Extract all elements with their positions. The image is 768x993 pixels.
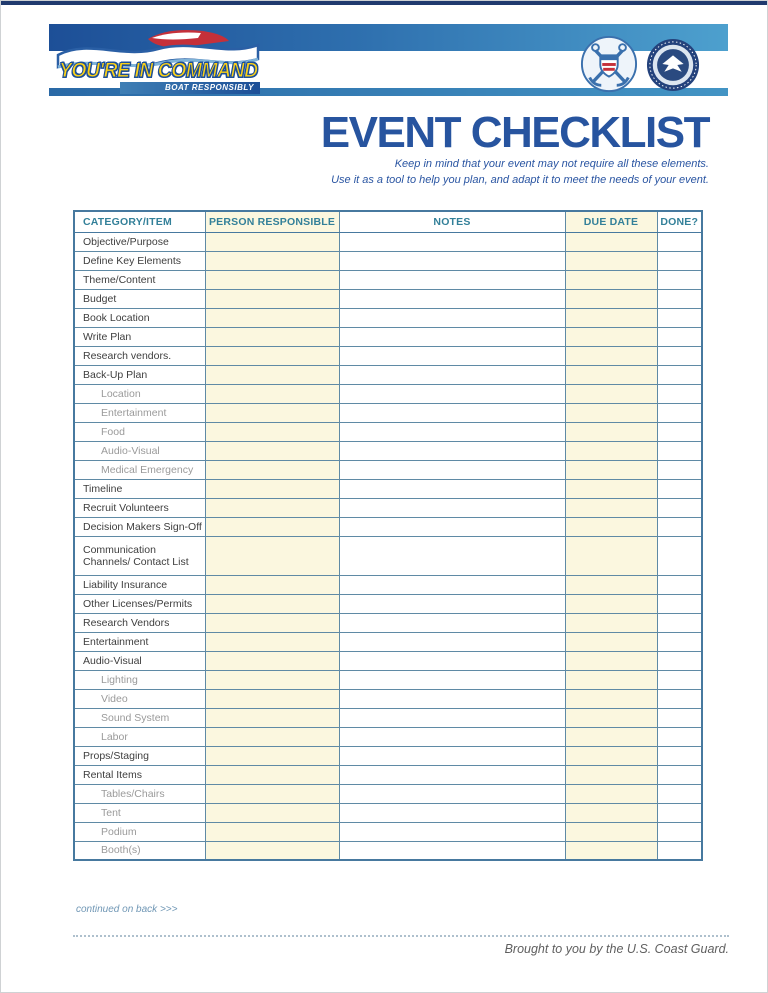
due-date-cell[interactable]: [565, 670, 657, 689]
table-row: [74, 365, 702, 384]
due-date-cell[interactable]: [565, 689, 657, 708]
table-row: [74, 517, 702, 536]
category-cell: Research Vendors: [74, 613, 205, 632]
table-row: [74, 822, 702, 841]
done-cell[interactable]: [657, 803, 702, 822]
category-cell: Book Location: [74, 308, 205, 327]
category-cell: Back-Up Plan: [74, 365, 205, 384]
notes-cell[interactable]: [339, 365, 565, 384]
category-cell: Timeline: [74, 479, 205, 498]
due-date-cell[interactable]: [565, 746, 657, 765]
category-cell: Location: [74, 384, 205, 403]
due-date-cell[interactable]: [565, 498, 657, 517]
column-header-notes: NOTES: [339, 211, 565, 232]
category-cell: Lighting: [74, 670, 205, 689]
done-cell[interactable]: [657, 289, 702, 308]
person-responsible-cell[interactable]: [205, 251, 339, 270]
due-date-cell[interactable]: [565, 651, 657, 670]
table-row: [74, 803, 702, 822]
notes-cell[interactable]: [339, 251, 565, 270]
notes-cell[interactable]: [339, 346, 565, 365]
person-responsible-cell[interactable]: [205, 727, 339, 746]
due-date-cell[interactable]: [565, 232, 657, 251]
notes-cell[interactable]: [339, 594, 565, 613]
done-cell[interactable]: [657, 384, 702, 403]
category-cell: Podium: [74, 822, 205, 841]
person-responsible-cell[interactable]: [205, 841, 339, 860]
notes-cell[interactable]: [339, 460, 565, 479]
person-responsible-cell[interactable]: [205, 308, 339, 327]
notes-cell[interactable]: [339, 327, 565, 346]
due-date-cell[interactable]: [565, 575, 657, 594]
notes-cell[interactable]: [339, 689, 565, 708]
subtitle-line-1: Keep in mind that your event may not require all these elements.: [394, 158, 709, 170]
person-responsible-cell[interactable]: [205, 632, 339, 651]
table-row: [74, 251, 702, 270]
done-cell[interactable]: [657, 765, 702, 784]
category-cell: Theme/Content: [74, 270, 205, 289]
notes-cell[interactable]: [339, 422, 565, 441]
due-date-cell[interactable]: [565, 803, 657, 822]
due-date-cell[interactable]: [565, 346, 657, 365]
person-responsible-cell[interactable]: [205, 594, 339, 613]
subtitle-line-2: Use it as a tool to help you plan, and adapt it to meet the needs of your event.: [331, 174, 709, 186]
table-row: [74, 327, 702, 346]
done-cell[interactable]: [657, 746, 702, 765]
done-cell[interactable]: [657, 784, 702, 803]
done-cell[interactable]: [657, 613, 702, 632]
done-cell[interactable]: [657, 308, 702, 327]
done-cell[interactable]: [657, 822, 702, 841]
category-cell: Sound System: [74, 708, 205, 727]
due-date-cell[interactable]: [565, 251, 657, 270]
column-header-done: DONE?: [657, 211, 702, 232]
notes-cell[interactable]: [339, 784, 565, 803]
done-cell[interactable]: [657, 727, 702, 746]
done-cell[interactable]: [657, 270, 702, 289]
person-responsible-cell[interactable]: [205, 289, 339, 308]
person-responsible-cell[interactable]: [205, 613, 339, 632]
done-cell[interactable]: [657, 441, 702, 460]
table-row: [74, 403, 702, 422]
table-row: [74, 708, 702, 727]
done-cell[interactable]: [657, 479, 702, 498]
person-responsible-cell[interactable]: [205, 346, 339, 365]
done-cell[interactable]: [657, 232, 702, 251]
done-cell[interactable]: [657, 403, 702, 422]
category-cell: Recruit Volunteers: [74, 498, 205, 517]
title-block: [320, 108, 709, 187]
notes-cell[interactable]: [339, 613, 565, 632]
person-responsible-cell[interactable]: [205, 422, 339, 441]
table-row: [74, 441, 702, 460]
checklist-table: [73, 210, 703, 861]
table-row: [74, 289, 702, 308]
done-cell[interactable]: [657, 346, 702, 365]
notes-cell[interactable]: [339, 536, 565, 575]
due-date-cell[interactable]: [565, 403, 657, 422]
done-cell[interactable]: [657, 460, 702, 479]
dhs-seal-icon: [646, 38, 700, 92]
top-border-rule: [1, 1, 767, 5]
due-date-cell[interactable]: [565, 841, 657, 860]
due-date-cell[interactable]: [565, 594, 657, 613]
due-date-cell[interactable]: [565, 765, 657, 784]
person-responsible-cell[interactable]: [205, 822, 339, 841]
category-cell: Food: [74, 422, 205, 441]
due-date-cell[interactable]: [565, 422, 657, 441]
due-date-cell[interactable]: [565, 327, 657, 346]
notes-cell[interactable]: [339, 498, 565, 517]
person-responsible-cell[interactable]: [205, 365, 339, 384]
due-date-cell[interactable]: [565, 308, 657, 327]
notes-cell[interactable]: [339, 632, 565, 651]
notes-cell[interactable]: [339, 384, 565, 403]
notes-cell[interactable]: [339, 841, 565, 860]
person-responsible-cell[interactable]: [205, 765, 339, 784]
notes-cell[interactable]: [339, 232, 565, 251]
table-row: [74, 651, 702, 670]
person-responsible-cell[interactable]: [205, 803, 339, 822]
person-responsible-cell[interactable]: [205, 403, 339, 422]
table-row: [74, 784, 702, 803]
table-row: [74, 613, 702, 632]
category-cell: Other Licenses/Permits: [74, 594, 205, 613]
table-row: [74, 422, 702, 441]
person-responsible-cell[interactable]: [205, 746, 339, 765]
notes-cell[interactable]: [339, 803, 565, 822]
category-cell: Write Plan: [74, 327, 205, 346]
notes-cell[interactable]: [339, 670, 565, 689]
person-responsible-cell[interactable]: [205, 651, 339, 670]
logo-subtitle: BOAT RESPONSIBLY: [120, 82, 260, 94]
category-cell: Define Key Elements: [74, 251, 205, 270]
done-cell[interactable]: [657, 422, 702, 441]
person-responsible-cell[interactable]: [205, 517, 339, 536]
due-date-cell[interactable]: [565, 517, 657, 536]
due-date-cell[interactable]: [565, 822, 657, 841]
notes-cell[interactable]: [339, 289, 565, 308]
done-cell[interactable]: [657, 517, 702, 536]
category-cell: Tables/Chairs: [74, 784, 205, 803]
category-cell: Entertainment: [74, 632, 205, 651]
due-date-cell[interactable]: [565, 479, 657, 498]
table-row: [74, 384, 702, 403]
table-row: [74, 308, 702, 327]
person-responsible-cell[interactable]: [205, 384, 339, 403]
due-date-cell[interactable]: [565, 441, 657, 460]
person-responsible-cell[interactable]: [205, 441, 339, 460]
person-responsible-cell[interactable]: [205, 784, 339, 803]
person-responsible-cell[interactable]: [205, 670, 339, 689]
person-responsible-cell[interactable]: [205, 575, 339, 594]
person-responsible-cell[interactable]: [205, 232, 339, 251]
notes-cell[interactable]: [339, 727, 565, 746]
column-header-category: CATEGORY/ITEM: [74, 211, 205, 232]
table-row: [74, 346, 702, 365]
table-row: [74, 270, 702, 289]
notes-cell[interactable]: [339, 308, 565, 327]
person-responsible-cell[interactable]: [205, 270, 339, 289]
done-cell[interactable]: [657, 689, 702, 708]
table-row: [74, 594, 702, 613]
column-header-due: DUE DATE: [565, 211, 657, 232]
done-cell[interactable]: [657, 594, 702, 613]
person-responsible-cell[interactable]: [205, 460, 339, 479]
notes-cell[interactable]: [339, 708, 565, 727]
table-row: [74, 689, 702, 708]
done-cell[interactable]: [657, 651, 702, 670]
category-cell: Entertainment: [74, 403, 205, 422]
table-row: [74, 632, 702, 651]
due-date-cell[interactable]: [565, 632, 657, 651]
done-cell[interactable]: [657, 632, 702, 651]
column-header-person: PERSON RESPONSIBLE: [205, 211, 339, 232]
category-cell: Rental Items: [74, 765, 205, 784]
person-responsible-cell[interactable]: [205, 689, 339, 708]
due-date-cell[interactable]: [565, 365, 657, 384]
logo-title: YOU'RE IN COMMAND: [59, 59, 258, 82]
due-date-cell[interactable]: [565, 613, 657, 632]
table-row: [74, 841, 702, 860]
category-cell: Liability Insurance: [74, 575, 205, 594]
page-title: EVENT CHECKLIST: [320, 108, 709, 157]
table-row: [74, 536, 702, 575]
done-cell[interactable]: [657, 670, 702, 689]
checklist-header-row: [74, 211, 702, 232]
youre-in-command-logo: [53, 24, 273, 96]
category-cell: Medical Emergency: [74, 460, 205, 479]
continued-note: continued on back >>>: [76, 904, 178, 915]
table-row: [74, 232, 702, 251]
person-responsible-cell[interactable]: [205, 708, 339, 727]
due-date-cell[interactable]: [565, 460, 657, 479]
notes-cell[interactable]: [339, 479, 565, 498]
notes-cell[interactable]: [339, 651, 565, 670]
person-responsible-cell[interactable]: [205, 327, 339, 346]
table-row: [74, 460, 702, 479]
due-date-cell[interactable]: [565, 270, 657, 289]
done-cell[interactable]: [657, 708, 702, 727]
done-cell[interactable]: [657, 327, 702, 346]
person-responsible-cell[interactable]: [205, 498, 339, 517]
category-cell: Communication Channels/ Contact List: [74, 536, 205, 575]
category-cell: Decision Makers Sign-Off: [74, 517, 205, 536]
notes-cell[interactable]: [339, 517, 565, 536]
due-date-cell[interactable]: [565, 727, 657, 746]
footer-credit: Brought to you by the U.S. Coast Guard.: [504, 942, 729, 956]
due-date-cell[interactable]: [565, 536, 657, 575]
table-row: [74, 746, 702, 765]
done-cell[interactable]: [657, 498, 702, 517]
checklist-table-wrap: [73, 210, 701, 861]
done-cell[interactable]: [657, 575, 702, 594]
due-date-cell[interactable]: [565, 384, 657, 403]
checklist-table-body: [74, 232, 702, 860]
due-date-cell[interactable]: [565, 784, 657, 803]
category-cell: Audio-Visual: [74, 441, 205, 460]
notes-cell[interactable]: [339, 270, 565, 289]
notes-cell[interactable]: [339, 822, 565, 841]
table-row: [74, 727, 702, 746]
category-cell: Labor: [74, 727, 205, 746]
notes-cell[interactable]: [339, 746, 565, 765]
notes-cell[interactable]: [339, 403, 565, 422]
notes-cell[interactable]: [339, 441, 565, 460]
uscg-seal-icon: [580, 35, 638, 93]
done-cell[interactable]: [657, 536, 702, 575]
notes-cell[interactable]: [339, 575, 565, 594]
category-cell: Objective/Purpose: [74, 232, 205, 251]
category-cell: Tent: [74, 803, 205, 822]
table-row: [74, 670, 702, 689]
category-cell: Research vendors.: [74, 346, 205, 365]
category-cell: Audio-Visual: [74, 651, 205, 670]
person-responsible-cell[interactable]: [205, 479, 339, 498]
campaign-banner: [49, 24, 728, 96]
person-responsible-cell[interactable]: [205, 536, 339, 575]
done-cell[interactable]: [657, 841, 702, 860]
done-cell[interactable]: [657, 251, 702, 270]
due-date-cell[interactable]: [565, 289, 657, 308]
table-row: [74, 765, 702, 784]
done-cell[interactable]: [657, 365, 702, 384]
category-cell: Props/Staging: [74, 746, 205, 765]
table-row: [74, 498, 702, 517]
category-cell: Budget: [74, 289, 205, 308]
notes-cell[interactable]: [339, 765, 565, 784]
table-row: [74, 479, 702, 498]
category-cell: Video: [74, 689, 205, 708]
table-row: [74, 575, 702, 594]
dotted-divider: [73, 935, 729, 937]
category-cell: Booth(s): [74, 841, 205, 860]
due-date-cell[interactable]: [565, 708, 657, 727]
